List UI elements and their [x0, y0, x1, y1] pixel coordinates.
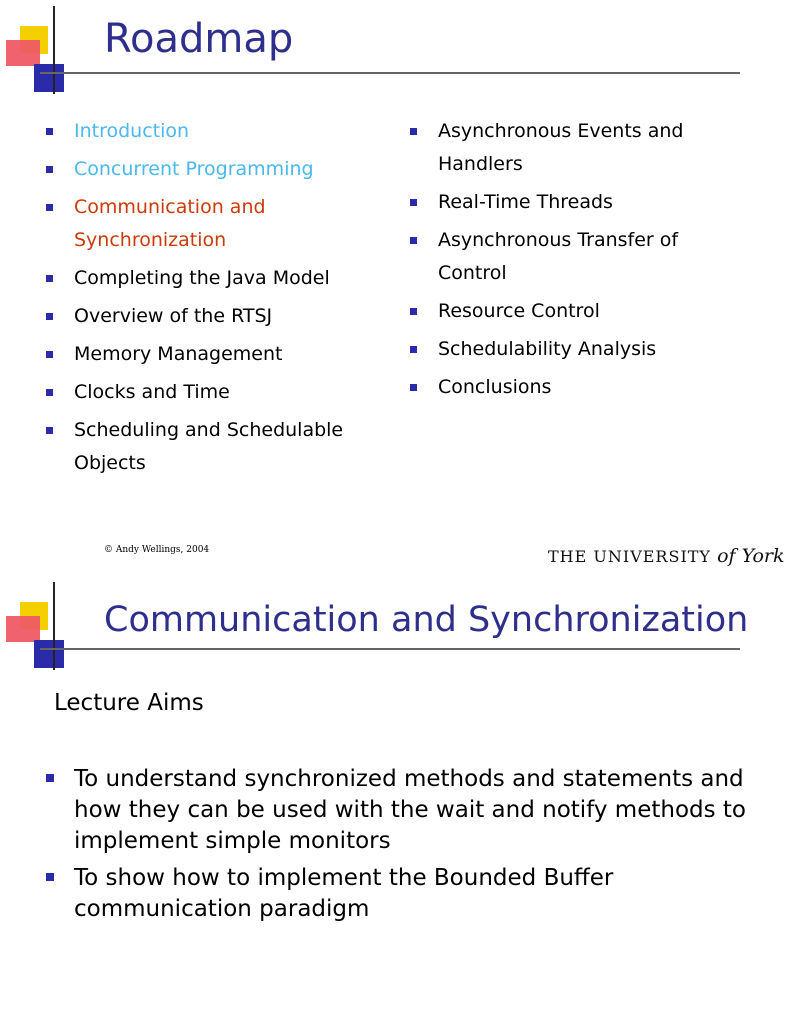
list-item: To show how to implement the Bounded Buffer communication paradigm — [46, 863, 746, 925]
university-prefix: THE UNIVERSITY — [548, 547, 711, 566]
bullet-icon — [46, 427, 53, 434]
bullet-icon — [410, 237, 417, 244]
list-item: Real-Time Threads — [410, 186, 740, 219]
slide-logo-decoration — [0, 0, 70, 100]
roadmap-left-list — [46, 115, 366, 485]
bullet-icon — [46, 774, 54, 782]
list-item: Clocks and Time — [46, 376, 366, 409]
list-item: Overview of the RTSJ — [46, 300, 366, 333]
bullet-icon — [46, 389, 53, 396]
bullet-icon — [410, 199, 417, 206]
bullet-icon — [410, 384, 417, 391]
bullet-icon — [46, 313, 53, 320]
list-item: Asynchronous Events and Handlers — [410, 115, 740, 181]
list-item: Scheduling and Schedulable Objects — [46, 414, 366, 480]
slide-logo-decoration — [0, 576, 70, 676]
university-logo — [548, 545, 785, 567]
list-item: Communication and Synchronization — [46, 191, 366, 257]
list-item: Schedulability Analysis — [410, 333, 740, 366]
university-name: of York — [717, 545, 785, 567]
slide-communication — [0, 576, 768, 1024]
list-item: Concurrent Programming — [46, 153, 366, 186]
list-item: Resource Control — [410, 295, 740, 328]
lecture-aims-heading: Lecture Aims — [54, 690, 204, 716]
bullet-icon — [46, 204, 53, 211]
bullet-icon — [46, 166, 53, 173]
list-item: Memory Management — [46, 338, 366, 371]
bullet-icon — [46, 275, 53, 282]
bullet-icon — [46, 351, 53, 358]
copyright-text: © Andy Wellings, 2004 — [104, 545, 210, 555]
bullet-icon — [46, 873, 54, 881]
slide-title: Communication and Synchronization — [104, 600, 749, 640]
slide-title: Roadmap — [104, 16, 294, 62]
list-item: Conclusions — [410, 371, 740, 404]
bullet-icon — [410, 128, 417, 135]
list-item: Completing the Java Model — [46, 262, 366, 295]
bullet-icon — [46, 128, 53, 135]
roadmap-right-list — [410, 115, 740, 409]
list-item: Asynchronous Transfer of Control — [410, 224, 740, 290]
list-item: Introduction — [46, 115, 366, 148]
bullet-icon — [410, 308, 417, 315]
bullet-icon — [410, 346, 417, 353]
list-item: To understand synchronized methods and statements and how they can be used with the wait and notify methods to implement simple monitors — [46, 764, 746, 857]
aims-list — [46, 764, 746, 931]
